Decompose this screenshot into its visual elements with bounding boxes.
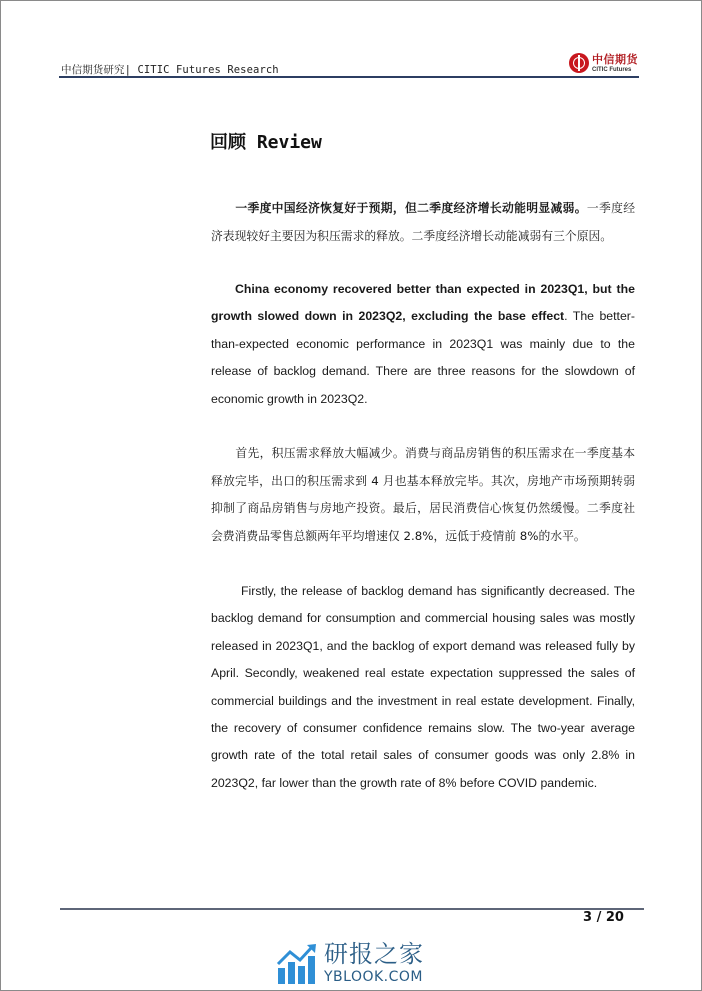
page-number: 3 / 20	[583, 910, 624, 925]
citic-futures-logo	[569, 50, 641, 76]
bar-chart-growth-icon	[276, 942, 318, 984]
watermark-name-cn: 研报之家	[324, 940, 424, 968]
section-title: 回顾 Review	[210, 132, 322, 153]
paragraph-body: . The better-than-expected economic performance in 2023Q1 was mainly due to the release of backlog demand. There are three reasons for the slowdown of economic growth in 2023Q2.	[211, 309, 635, 406]
paragraph-body: Firstly, the release of backlog demand has significantly decreased. The backlog demand for consumption and commercial housing sales was mostly released in 2023Q1, and the backlog of export demand was released fully by April. Secondly, weakened real estate expectation suppressed the sales of commercial buildings and the investment in real estate development. Finally, the recovery of consumer confidence remains slow. The two-year average growth rate of the total retail sales of consumer goods was only 2.8% in 2023Q2, far lower than the growth rate of 8% before COVID pandemic.	[211, 584, 635, 790]
paragraph-summary-cn	[211, 195, 635, 250]
yblook-watermark	[276, 938, 424, 988]
logo-name-en: CITIC Futures	[592, 66, 632, 73]
running-header-title: 中信期货研究| CITIC Futures Research	[61, 64, 279, 76]
paragraph-body: 首先，积压需求释放大幅减少。消费与商品房销售的积压需求在一季度基本释放完毕，出口的积压需求到 4 月也基本释放完毕。其次，房地产市场预期转弱抑制了商品房销售与房地产投资。最后，居民消费信心恢复仍然缓慢。二季度社会费消费品零售总额两年平均增速仅 2.8%，远低于疫情前 8%的水平。	[211, 446, 635, 543]
paragraph-lead-bold: 一季度中国经济恢复好于预期，但二季度经济增长动能明显减弱。	[235, 201, 587, 215]
header-rule	[59, 76, 639, 78]
footer-rule	[60, 908, 644, 910]
paragraph-body: 一季度经济表现较好主要因为积压需求的释放。二季度经济增长动能减弱有三个原因。	[211, 201, 635, 243]
citic-logo-icon	[569, 53, 589, 73]
watermark-name-en: YBLOOK.COM	[324, 969, 424, 985]
logo-name-cn: 中信期货	[592, 52, 638, 66]
paragraph-lead-bold: China economy recovered better than expected in 2023Q1, but the growth slowed down in 2023Q2, excluding the base effect	[211, 282, 635, 324]
paragraph-reasons-cn	[211, 440, 635, 550]
paragraph-summary-en	[211, 276, 635, 413]
paragraph-reasons-en	[211, 578, 635, 797]
